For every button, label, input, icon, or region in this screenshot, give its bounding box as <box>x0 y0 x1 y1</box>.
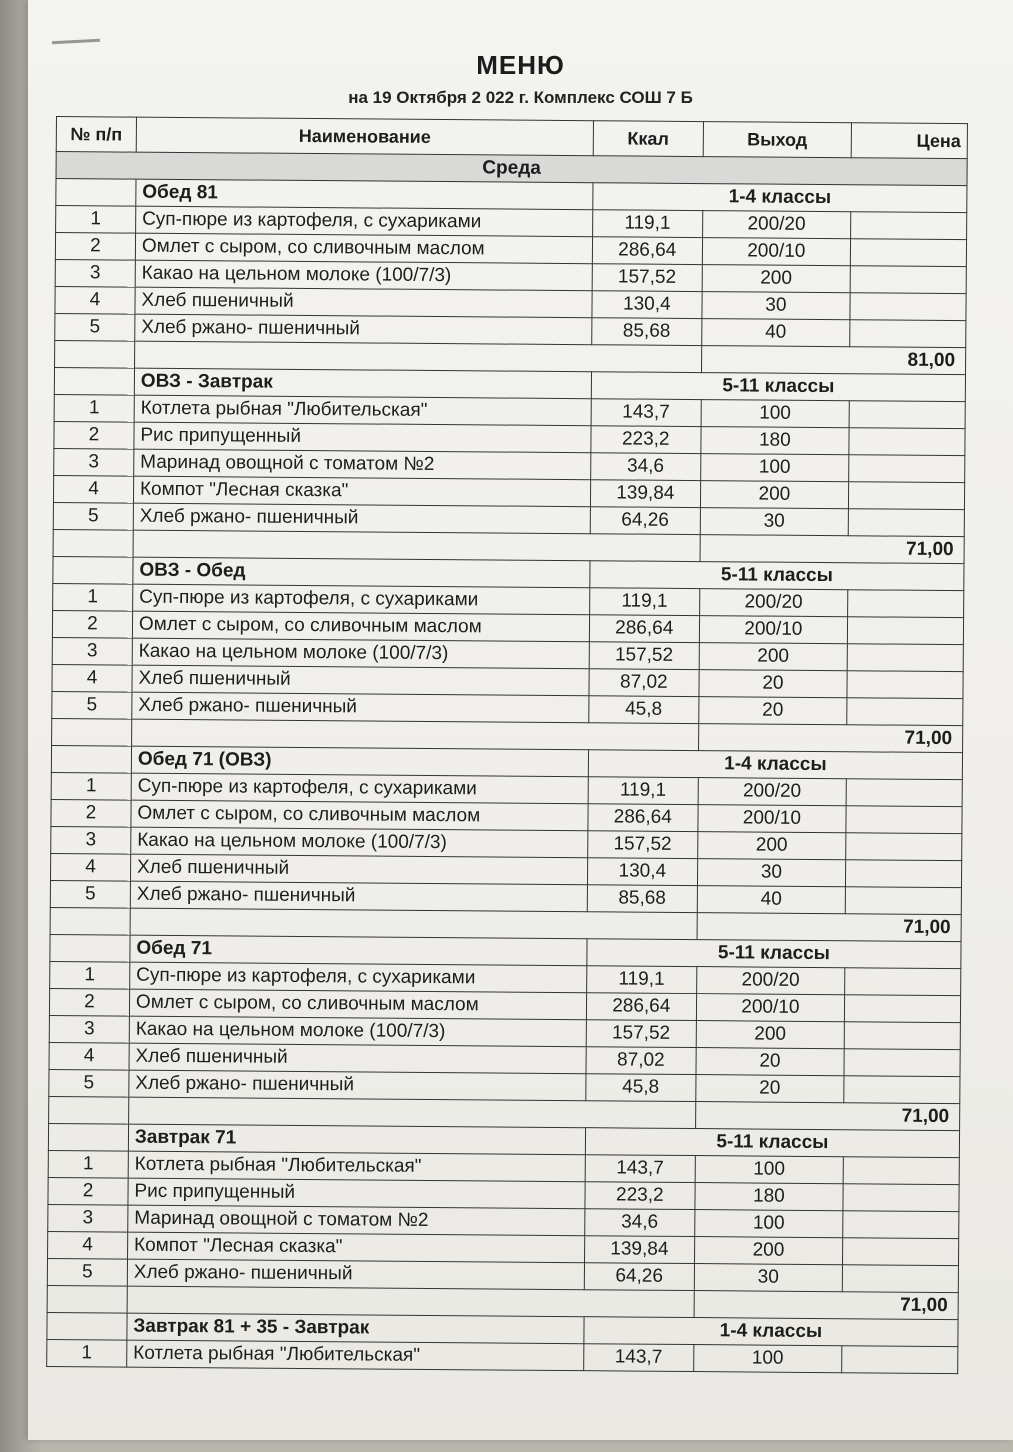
item-price <box>848 590 964 618</box>
section-group: 5-11 классы <box>590 561 964 591</box>
item-kcal: 119,1 <box>593 210 703 238</box>
item-kcal: 130,4 <box>587 858 697 886</box>
item-output: 30 <box>694 1264 843 1292</box>
item-output: 180 <box>695 1183 844 1211</box>
item-name: Хлеб ржано- пшеничный <box>133 503 590 534</box>
page-subtitle: на 19 Октября 2 022 г. Комплекс СОШ 7 Б <box>348 88 693 107</box>
section-title: ОВЗ - Обед <box>133 557 590 588</box>
item-price <box>843 1184 959 1212</box>
item-num: 1 <box>51 772 131 800</box>
item-num: 2 <box>54 421 134 449</box>
col-num-header: № п/п <box>56 117 136 153</box>
section-total-price: 71,00 <box>698 724 963 753</box>
item-kcal: 139,84 <box>584 1236 694 1264</box>
item-name: Омлет с сыром, со сливочным маслом <box>135 233 592 264</box>
item-price <box>848 509 964 537</box>
item-num: 5 <box>52 691 132 719</box>
section-title: Завтрак 71 <box>128 1124 585 1155</box>
item-output: 20 <box>695 1075 844 1103</box>
item-num: 3 <box>49 1015 129 1043</box>
item-name: Омлет с сыром, со сливочным маслом <box>131 800 588 831</box>
item-kcal: 143,7 <box>585 1155 695 1183</box>
item-output: 200/10 <box>697 805 846 833</box>
menu-table <box>46 116 968 1374</box>
item-price <box>850 320 966 348</box>
col-name-header: Наименование <box>136 117 593 156</box>
day-label: Среда <box>56 152 967 186</box>
item-num: 5 <box>53 502 133 530</box>
item-kcal: 45,8 <box>589 696 699 724</box>
item-kcal: 157,52 <box>588 831 698 859</box>
section-title: Обед 71 <box>130 935 587 966</box>
section-total-price: 71,00 <box>700 535 965 564</box>
total-blank-num <box>53 529 133 557</box>
item-name: Какао на цельном молоке (100/7/3) <box>135 260 592 291</box>
item-num: 4 <box>53 475 133 503</box>
section-group: 5-11 классы <box>591 372 965 402</box>
item-output: 200 <box>699 643 848 671</box>
item-num: 2 <box>48 1177 128 1205</box>
item-num: 3 <box>51 826 131 854</box>
item-kcal: 157,52 <box>586 1020 696 1048</box>
item-kcal: 286,64 <box>592 237 702 265</box>
section-total-price: 71,00 <box>695 1102 960 1131</box>
item-num: 4 <box>52 664 132 692</box>
item-kcal: 34,6 <box>585 1209 695 1237</box>
item-kcal: 130,4 <box>592 291 702 319</box>
item-output: 100 <box>694 1210 843 1238</box>
section-num-cell <box>51 745 131 773</box>
item-num: 2 <box>52 610 132 638</box>
table-row <box>47 1339 958 1373</box>
item-output: 200/10 <box>702 238 851 266</box>
section-num-cell <box>47 1312 127 1340</box>
item-num: 4 <box>55 286 135 314</box>
section-title: Завтрак 81 + 35 - Завтрак <box>127 1313 584 1344</box>
item-output: 200/10 <box>696 994 845 1022</box>
section-group: 5-11 классы <box>587 939 961 969</box>
item-price <box>849 482 965 510</box>
item-price <box>849 455 965 483</box>
total-blank-num <box>55 340 135 368</box>
section-num-cell <box>48 1123 128 1151</box>
item-name: Какао на цельном молоке (100/7/3) <box>131 827 588 858</box>
section-group: 1-4 классы <box>584 1317 958 1347</box>
section-group: 5-11 классы <box>585 1128 959 1158</box>
item-price <box>851 212 967 240</box>
pen-mark <box>52 39 100 45</box>
item-output: 30 <box>702 292 851 320</box>
col-kcal-header: Ккал <box>593 121 703 157</box>
item-kcal: 119,1 <box>588 777 698 805</box>
item-output: 40 <box>697 886 846 914</box>
item-output: 200/10 <box>699 616 848 644</box>
item-kcal: 223,2 <box>591 426 701 454</box>
item-num: 1 <box>54 394 134 422</box>
item-num: 3 <box>52 637 132 665</box>
section-num-cell <box>50 934 130 962</box>
item-num: 5 <box>49 1069 129 1097</box>
item-name: Компот "Лесная сказка" <box>127 1232 584 1263</box>
item-output: 20 <box>699 670 848 698</box>
item-price <box>849 401 965 429</box>
item-kcal: 34,6 <box>591 453 701 481</box>
section-title: ОВЗ - Завтрак <box>134 368 591 399</box>
item-name: Котлета рыбная "Любительская" <box>134 395 591 426</box>
item-kcal: 157,52 <box>589 642 699 670</box>
item-name: Какао на цельном молоке (100/7/3) <box>132 638 589 669</box>
item-name: Суп-пюре из картофеля, с сухариками <box>136 206 593 237</box>
section-total-price: 81,00 <box>701 346 966 375</box>
item-name: Хлеб пшеничный <box>132 665 589 696</box>
item-num: 1 <box>48 1150 128 1178</box>
item-price <box>843 1157 959 1185</box>
col-output-header: Выход <box>703 122 852 158</box>
section-total-price: 71,00 <box>697 913 962 942</box>
item-kcal: 157,52 <box>592 264 702 292</box>
section-num-cell <box>53 556 133 584</box>
section-title: Обед 71 (ОВЗ) <box>131 746 588 777</box>
section-num-cell <box>54 367 134 395</box>
item-kcal: 64,26 <box>590 507 700 535</box>
item-price <box>847 698 963 726</box>
item-price <box>850 266 966 294</box>
item-name: Хлеб ржано- пшеничный <box>132 692 589 723</box>
item-num: 2 <box>55 233 135 261</box>
item-output: 100 <box>695 1156 844 1184</box>
item-kcal: 139,84 <box>590 480 700 508</box>
total-blank-num <box>52 718 132 746</box>
item-output: 200 <box>696 1021 845 1049</box>
item-name: Хлеб ржано- пшеничный <box>130 881 587 912</box>
item-kcal: 64,26 <box>584 1263 694 1291</box>
item-price <box>851 239 967 267</box>
item-num: 3 <box>55 259 135 287</box>
item-name: Хлеб пшеничный <box>135 287 592 318</box>
item-output: 30 <box>700 508 849 536</box>
item-num: 3 <box>54 448 134 476</box>
item-num: 3 <box>48 1204 128 1232</box>
item-output: 20 <box>698 697 847 725</box>
item-price <box>845 995 961 1023</box>
item-price <box>842 1346 958 1374</box>
item-output: 200 <box>700 481 849 509</box>
item-kcal: 119,1 <box>590 588 700 616</box>
total-blank-num <box>50 907 130 935</box>
item-name: Суп-пюре из картофеля, с сухариками <box>133 584 590 615</box>
item-output: 40 <box>701 319 850 347</box>
item-price <box>844 1049 960 1077</box>
item-output: 200/20 <box>696 967 845 995</box>
item-name: Рис припущенный <box>128 1178 585 1209</box>
item-output: 200 <box>702 265 851 293</box>
item-price <box>848 617 964 645</box>
item-kcal: 85,68 <box>592 318 702 346</box>
item-price <box>847 644 963 672</box>
item-kcal: 87,02 <box>589 669 699 697</box>
item-price <box>842 1265 958 1293</box>
item-price <box>849 428 965 456</box>
item-price <box>850 293 966 321</box>
item-kcal: 143,7 <box>584 1344 694 1372</box>
item-name: Рис припущенный <box>134 422 591 453</box>
item-kcal: 286,64 <box>586 993 696 1021</box>
item-output: 100 <box>701 400 850 428</box>
item-output: 200 <box>694 1237 843 1265</box>
item-name: Омлет с сыром, со сливочным маслом <box>129 989 586 1020</box>
item-name: Омлет с сыром, со сливочным маслом <box>132 611 589 642</box>
item-price <box>845 968 961 996</box>
item-price <box>846 860 962 888</box>
item-output: 100 <box>700 454 849 482</box>
item-num: 1 <box>47 1339 127 1367</box>
item-num: 4 <box>48 1231 128 1259</box>
item-name: Суп-пюре из картофеля, с сухариками <box>130 962 587 993</box>
item-price <box>844 1076 960 1104</box>
item-name: Маринад овощной с томатом №2 <box>134 449 591 480</box>
item-name: Хлеб ржано- пшеничный <box>135 314 592 345</box>
item-kcal: 286,64 <box>589 615 699 643</box>
item-kcal: 143,7 <box>591 399 701 427</box>
item-num: 5 <box>50 880 130 908</box>
page-title: МЕНЮ <box>476 50 565 80</box>
item-price <box>846 833 962 861</box>
item-num: 5 <box>55 313 135 341</box>
item-output: 200/20 <box>702 211 851 239</box>
item-output: 200 <box>697 832 846 860</box>
item-kcal: 223,2 <box>585 1182 695 1210</box>
item-output: 100 <box>693 1345 842 1373</box>
item-kcal: 286,64 <box>588 804 698 832</box>
item-price <box>846 806 962 834</box>
item-kcal: 45,8 <box>586 1074 696 1102</box>
item-price <box>845 887 961 915</box>
item-name: Хлеб ржано- пшеничный <box>127 1259 584 1290</box>
item-price <box>843 1211 959 1239</box>
item-price <box>844 1022 960 1050</box>
item-output: 20 <box>696 1048 845 1076</box>
item-name: Суп-пюре из картофеля, с сухариками <box>131 773 588 804</box>
item-name: Котлета рыбная "Любительская" <box>127 1340 584 1371</box>
item-kcal: 85,68 <box>587 885 697 913</box>
item-output: 180 <box>700 427 849 455</box>
item-output: 200/20 <box>698 778 847 806</box>
item-kcal: 119,1 <box>587 966 697 994</box>
item-kcal: 87,02 <box>586 1047 696 1075</box>
item-output: 30 <box>697 859 846 887</box>
item-num: 2 <box>49 988 129 1016</box>
item-num: 2 <box>51 799 131 827</box>
item-price <box>847 671 963 699</box>
item-price <box>843 1238 959 1266</box>
section-num-cell <box>56 179 136 207</box>
item-name: Хлеб ржано- пшеничный <box>129 1070 586 1101</box>
section-group: 1-4 классы <box>593 183 967 213</box>
item-name: Хлеб пшеничный <box>129 1043 586 1074</box>
item-num: 5 <box>47 1258 127 1286</box>
item-num: 1 <box>50 961 130 989</box>
col-price-header: Цена <box>851 123 967 159</box>
item-name: Компот "Лесная сказка" <box>133 476 590 507</box>
total-blank-num <box>47 1285 127 1313</box>
section-total-price: 71,00 <box>694 1291 959 1320</box>
total-blank-num <box>49 1096 129 1124</box>
item-num: 4 <box>49 1042 129 1070</box>
item-num: 1 <box>56 206 136 234</box>
item-num: 4 <box>50 853 130 881</box>
item-name: Маринад овощной с томатом №2 <box>128 1205 585 1236</box>
item-price <box>846 779 962 807</box>
menu-sheet <box>28 0 1013 1440</box>
item-output: 200/20 <box>699 589 848 617</box>
section-group: 1-4 классы <box>588 750 962 780</box>
item-name: Котлета рыбная "Любительская" <box>128 1151 585 1182</box>
item-num: 1 <box>53 583 133 611</box>
item-name: Какао на цельном молоке (100/7/3) <box>129 1016 586 1047</box>
item-name: Хлеб пшеничный <box>130 854 587 885</box>
section-title: Обед 81 <box>136 179 593 210</box>
menu-table-wrap <box>46 116 968 1374</box>
